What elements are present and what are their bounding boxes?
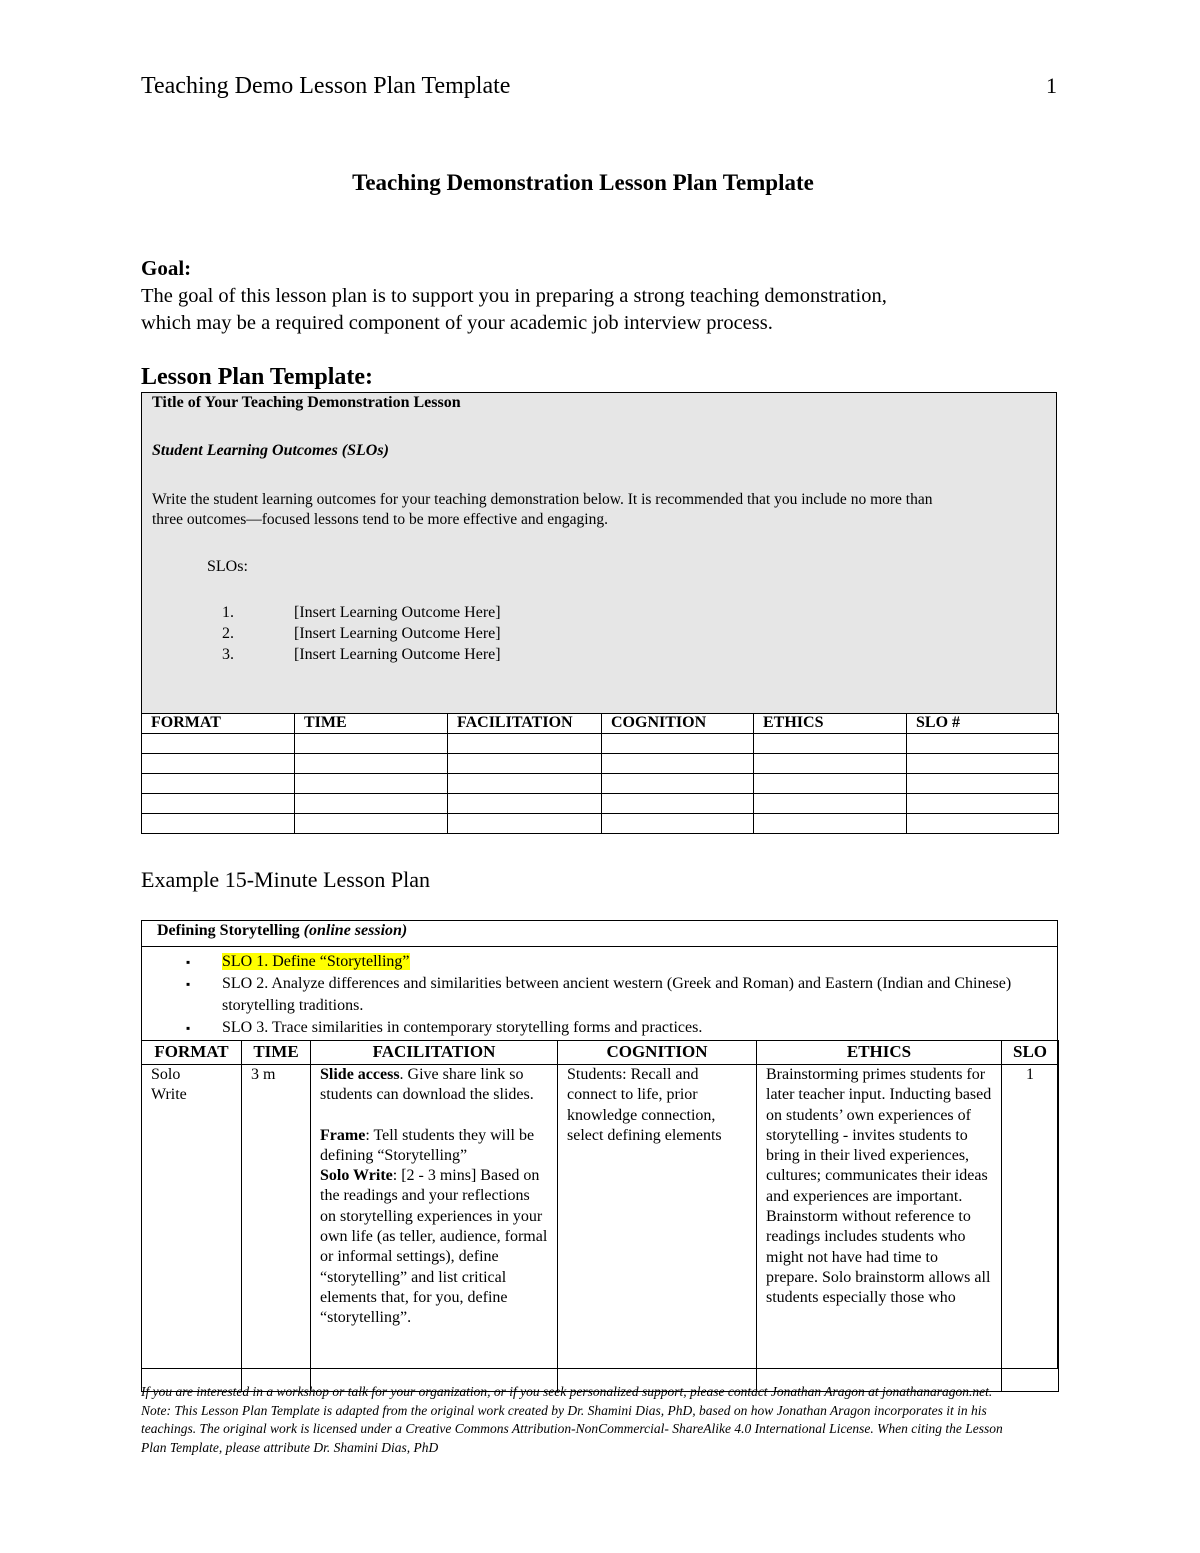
ethics-cell: Brainstorming primes students for later teacher input. Inducting based on students’ own experiences of storytelling - invites students to bring in their lived experiences, cultures; communicates their ideas and experiences are important. Brainstorm without reference to readings includes students who might not have had time to prepare. Solo brainstorm allows all students especially those who xyxy=(757,1065,1002,1392)
table-cell[interactable] xyxy=(142,774,295,794)
table-cell[interactable] xyxy=(448,814,602,834)
table-cell[interactable] xyxy=(602,774,754,794)
column-header-format: FORMAT xyxy=(142,714,295,734)
lesson-plan-heading: Lesson Plan Template: xyxy=(141,364,374,390)
table-cell[interactable] xyxy=(142,814,295,834)
table-cell[interactable] xyxy=(754,774,907,794)
table-row xyxy=(142,734,1059,754)
table-cell[interactable] xyxy=(142,794,295,814)
table-cell[interactable] xyxy=(602,754,754,774)
table-cell[interactable] xyxy=(907,794,1059,814)
column-header-time: TIME xyxy=(295,714,448,734)
template-box xyxy=(141,392,1057,714)
table-cell[interactable] xyxy=(754,754,907,774)
slo-1-highlighted: SLO 1. Define “Storytelling” xyxy=(222,953,410,970)
table-cell[interactable] xyxy=(448,794,602,814)
column-header-slo: SLO xyxy=(1002,1041,1059,1065)
format-line-1: Solo xyxy=(151,1066,181,1083)
column-header-cognition: COGNITION xyxy=(558,1041,757,1065)
slo-number: 2. xyxy=(222,625,234,642)
table-cell[interactable] xyxy=(295,814,448,834)
table-cell[interactable] xyxy=(602,794,754,814)
frame-label: Frame xyxy=(320,1126,366,1144)
time-cell: 3 m xyxy=(242,1065,311,1392)
slo-text: [Insert Learning Outcome Here] xyxy=(294,604,501,621)
slo-number: 1. xyxy=(222,604,234,621)
table-row xyxy=(142,774,1059,794)
example-heading: Example 15-Minute Lesson Plan xyxy=(141,867,431,892)
example-slo-list xyxy=(186,951,1046,1039)
table-row xyxy=(142,794,1059,814)
goal-label: Goal: xyxy=(141,256,192,280)
slo-text: [Insert Learning Outcome Here] xyxy=(294,646,501,663)
page-number: 1 xyxy=(1046,73,1057,98)
table-cell[interactable] xyxy=(602,734,754,754)
slo-2-text: SLO 2. Analyze differences and similarities between ancient western (Greek and Roman) and Eastern (Indian and Chinese) storytelling traditions. xyxy=(222,975,1012,1014)
table-cell[interactable] xyxy=(295,794,448,814)
session-title: Defining Storytelling xyxy=(157,922,300,939)
goal-text xyxy=(141,283,1041,337)
template-description xyxy=(152,490,1052,530)
template-title: Title of Your Teaching Demonstration Lesson xyxy=(152,394,461,411)
table-cell[interactable] xyxy=(907,734,1059,754)
slo-3-text: SLO 3. Trace similarities in contemporary storytelling forms and practices. xyxy=(222,1019,703,1036)
bullet-icon: ▪ xyxy=(186,1021,191,1035)
table-row xyxy=(142,1065,1059,1392)
table-cell[interactable] xyxy=(295,734,448,754)
table-cell[interactable] xyxy=(907,754,1059,774)
list-item xyxy=(186,951,1046,973)
table-row xyxy=(142,814,1059,834)
column-header-ethics: ETHICS xyxy=(754,714,907,734)
column-header-slo-number: SLO # xyxy=(907,714,1059,734)
table-cell[interactable] xyxy=(295,774,448,794)
column-header-ethics: ETHICS xyxy=(757,1041,1002,1065)
example-lesson-table xyxy=(141,1040,1059,1392)
table-cell[interactable] xyxy=(448,754,602,774)
column-header-facilitation: FACILITATION xyxy=(448,714,602,734)
facilitation-frame xyxy=(320,1126,548,1167)
slo-number: 3. xyxy=(222,646,234,663)
bullet-icon: ▪ xyxy=(186,955,191,969)
facilitation-solo-write xyxy=(320,1166,548,1328)
goal-line-1: The goal of this lesson plan is to support you in preparing a strong teaching demonstration, xyxy=(141,285,887,307)
table-cell[interactable] xyxy=(142,734,295,754)
document-title: Teaching Demonstration Lesson Plan Template xyxy=(352,170,814,195)
column-header-time: TIME xyxy=(242,1041,311,1065)
table-cell[interactable] xyxy=(754,734,907,754)
column-header-cognition: COGNITION xyxy=(602,714,754,734)
example-session-title xyxy=(157,922,407,940)
column-header-facilitation: FACILITATION xyxy=(311,1041,558,1065)
list-item xyxy=(186,973,1046,1017)
table-row xyxy=(142,754,1059,774)
table-cell[interactable] xyxy=(295,754,448,774)
cognition-cell: Students: Recall and connect to life, prior knowledge connection, select defining elements xyxy=(558,1065,757,1392)
template-desc-line-1: Write the student learning outcomes for your teaching demonstration below. It is recommended that you include no more than xyxy=(152,491,933,508)
solo-write-text: : [2 - 3 mins] Based on the readings and your reflections on storytelling experiences in your own life (as teller, audience, formal or informal settings), define “storytelling” and list critical elements that, for you, define “storytelling”. xyxy=(320,1167,548,1327)
table-cell[interactable] xyxy=(754,794,907,814)
template-slo-heading: Student Learning Outcomes (SLOs) xyxy=(152,442,389,459)
table-cell[interactable] xyxy=(448,734,602,754)
format-cell xyxy=(142,1065,242,1392)
template-table-header-row xyxy=(142,714,1059,734)
running-header-title: Teaching Demo Lesson Plan Template xyxy=(141,73,511,99)
table-cell[interactable] xyxy=(907,814,1059,834)
table-cell[interactable] xyxy=(448,774,602,794)
slo-cell: 1 xyxy=(1002,1065,1059,1392)
template-slos-label: SLOs: xyxy=(207,558,248,575)
table-cell[interactable] xyxy=(142,754,295,774)
session-note: (online session) xyxy=(303,922,408,939)
template-desc-line-2: three outcomes—focused lessons tend to be more effective and engaging. xyxy=(152,511,608,528)
goal-line-2: which may be a required component of your academic job interview process. xyxy=(141,312,773,334)
column-header-format: FORMAT xyxy=(142,1041,242,1065)
bullet-icon: ▪ xyxy=(186,977,191,991)
list-item xyxy=(186,1017,1046,1039)
solo-write-label: Solo Write xyxy=(320,1167,393,1185)
facilitation-cell xyxy=(311,1065,558,1392)
footer-note: If you are interested in a workshop or talk for your organization, or if you seek personalized support, please contact Jonathan Aragon at jonathanaragon.net. Note: This Lesson Plan Template is adapted from the original work created by Dr. Shamini Dias, PhD, based on how Jonathan Aragon incorporates it in his teachings. The original work is licensed under a Creative Commons Attribution-NonCommercial- ShareAlike 4.0 International License. When citing the Lesson Plan Template, please attribute Dr. Shamini Dias, PhD xyxy=(141,1384,1003,1455)
template-planning-table xyxy=(141,713,1059,834)
divider xyxy=(141,946,1058,947)
slide-access-text: . Give share link so students can download the slides. xyxy=(320,1066,534,1104)
frame-text: : Tell students they will be defining “Storytelling” xyxy=(320,1126,535,1164)
table-cell[interactable] xyxy=(602,814,754,834)
table-cell[interactable] xyxy=(907,774,1059,794)
format-line-2: Write xyxy=(151,1086,187,1104)
table-cell[interactable] xyxy=(754,814,907,834)
slide-access-label: Slide access xyxy=(320,1066,400,1083)
facilitation-slide-access xyxy=(320,1065,548,1106)
example-table-header-row xyxy=(142,1041,1059,1065)
slo-text: [Insert Learning Outcome Here] xyxy=(294,625,501,642)
